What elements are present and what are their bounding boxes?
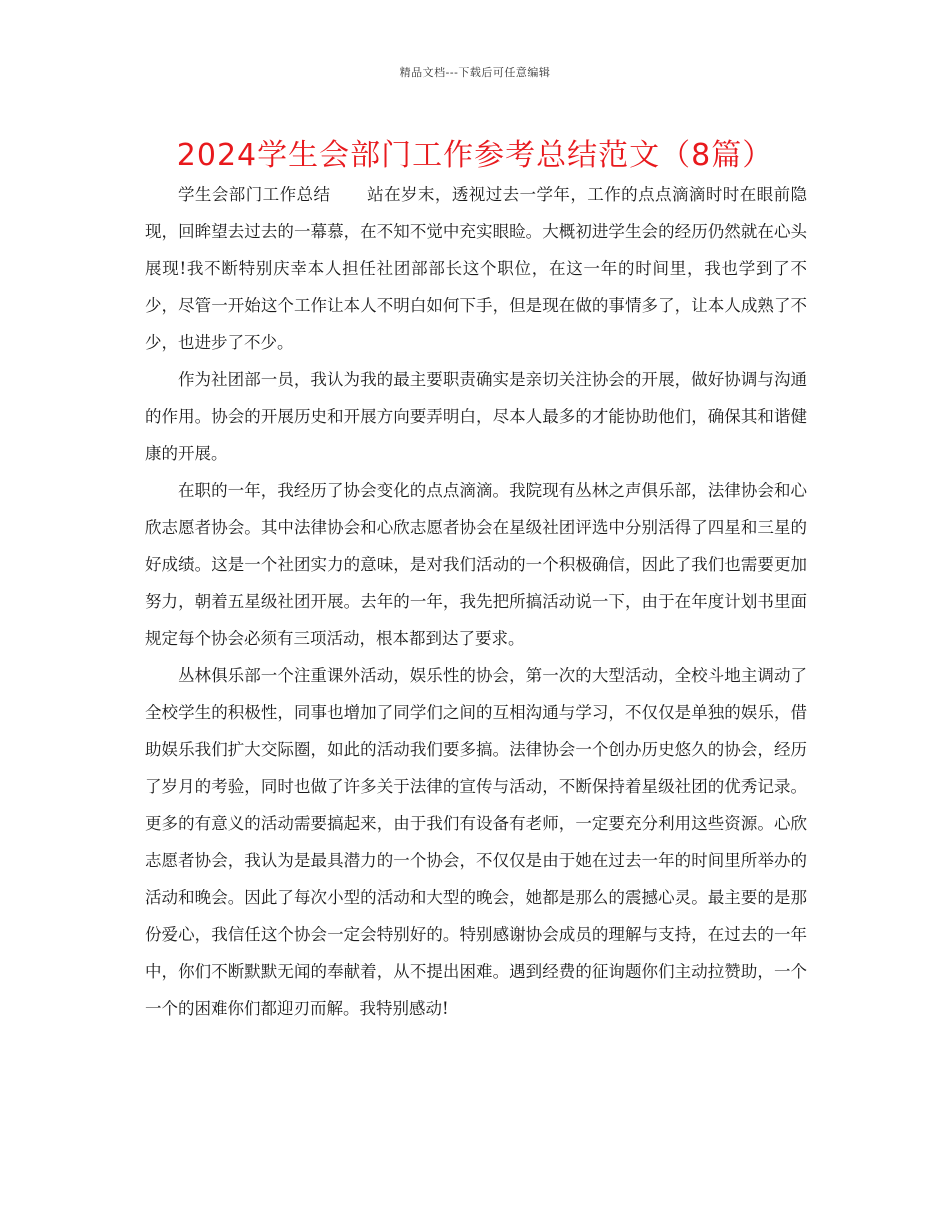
paragraph-1-heading: 学生会部门工作总结 [178, 185, 331, 204]
paragraph-3: 在职的一年，我经历了协会变化的点点滴滴。我院现有丛林之声俱乐部，法律协会和心欣志愿者协会。其中法律协会和心欣志愿者协会在星级社团评选中分别活得了四星和三星的好成绩。这是一个社团实力的意味，是对我们活动的一个积极确信，因此了我们也需要更加努力，朝着五星级社团开展。去年的一年，我先把所搞活动说一下，由于在年度计划书里面规定每个协会必须有三项活动，根本都到达了要求。 [145, 481, 807, 648]
paragraph-4: 丛林俱乐部一个注重课外活动，娱乐性的协会，第一次的大型活动，全校斗地主调动了全校学生的积极性，同事也增加了同学们之间的互相沟通与学习，不仅仅是单独的娱乐，借助娱乐我们扩大交际圈，如此的活动我们要多搞。法律协会一个创办历史悠久的协会，经历了岁月的考验，同时也做了许多关于法律的宣传与活动，不断保持着星级社团的优秀记录。更多的有意义的活动需要搞起来，由于我们有设备有老师，一定要充分利用这些资源。心欣志愿者协会，我认为是最具潜力的一个协会，不仅仅是由于她在过去一年的时间里所举办的活动和晚会。因此了每次小型的活动和大型的晚会，她都是那么的震撼心灵。最主要的是那份爱心，我信任这个协会一定会特别好的。特别感谢协会成员的理解与支持，在过去的一年中，你们不断默默无闻的奉献着，从不提出困难。遇到经费的征询题你们主动拉赞助，一个一个的困难你们都迎刃而解。我特别感动! [145, 666, 807, 1018]
paragraph-1 [145, 176, 807, 361]
document-title: 2024学生会部门工作参考总结范文（8篇） [176, 138, 774, 173]
document-body [145, 176, 807, 1027]
paragraph-1-text: 站在岁末，透视过去一学年，工作的点点滴滴时时在眼前隐现，回眸望去过去的一幕慕，在不知不觉中充实眼睑。大概初进学生会的经历仍然就在心头展现!我不断特别庆幸本人担任社团部部长这个职位，在这一年的时间里，我也学到了不少，尽管一开始这个工作让本人不明白如何下手，但是现在做的事情多了，让本人成熟了不少，也进步了不少。 [145, 185, 808, 352]
header-note: 精品文档---下载后可任意编辑 [399, 66, 551, 79]
paragraph-2: 作为社团部一员，我认为我的最主要职责确实是亲切关注协会的开展，做好协调与沟通的作用。协会的开展历史和开展方向要弄明白，尽本人最多的才能协助他们，确保其和谐健康的开展。 [145, 370, 807, 463]
